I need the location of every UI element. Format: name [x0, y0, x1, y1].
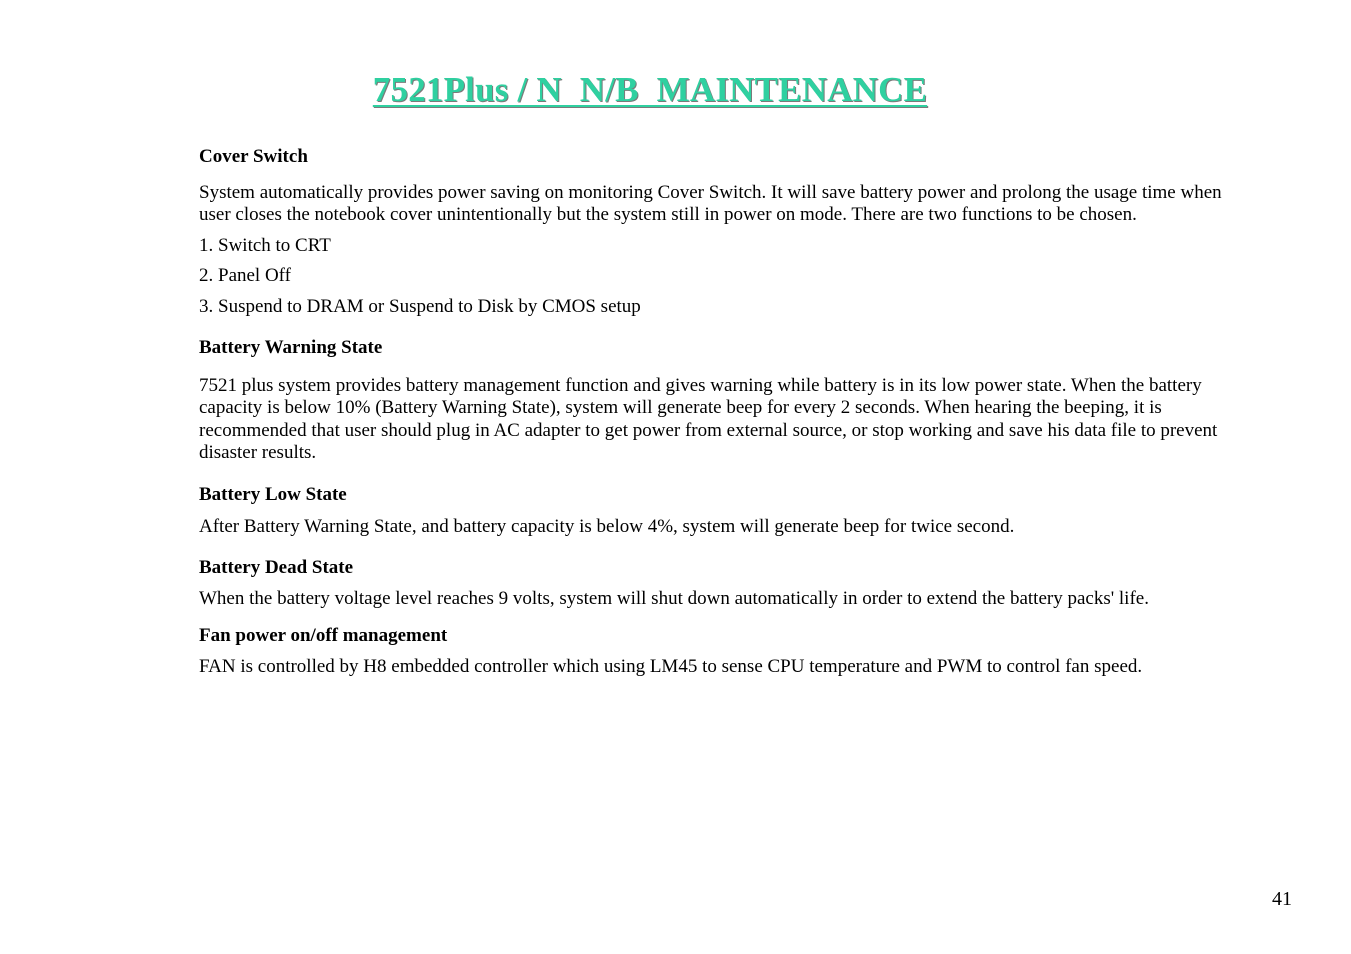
page-title: 7521Plus / N N/B MAINTENANCE	[372, 70, 928, 109]
section-body-battery-dead: When the battery voltage level reaches 9 volts, system will shut down automatically in order to extend the battery packs' life.	[199, 588, 1149, 609]
page-number: 41	[1272, 888, 1292, 910]
section-heading-fan: Fan power on/off management	[199, 624, 448, 646]
section-body-battery-warning: 7521 plus system provides battery management function and gives warning while battery is in its low power state. When the battery capacity is below 10% (Battery Warning State), system will generate beep for every 2 seconds. When hearing the beeping, it is recommended that user should plug in AC adapter to get power from external source, or stop working and save his data file to prevent disaster results.	[199, 374, 1218, 463]
section-heading-battery-dead: Battery Dead State	[199, 556, 354, 578]
section-heading-battery-low: Battery Low State	[199, 483, 347, 505]
section-body-fan: FAN is controlled by H8 embedded controller which using LM45 to sense CPU temperature and PWM to control fan speed.	[199, 656, 1143, 677]
list-item: 3. Suspend to DRAM or Suspend to Disk by CMOS setup	[199, 295, 641, 317]
section-heading-battery-warning: Battery Warning State	[199, 337, 383, 358]
section-body-battery-low: After Battery Warning State, and battery capacity is below 4%, system will generate beep for twice second.	[199, 516, 1015, 537]
list-item: 2. Panel Off	[199, 265, 291, 286]
document-body	[199, 146, 1249, 679]
section-body-cover-switch: System automatically provides power saving on monitoring Cover Switch. It will save battery power and prolong the usage time when user closes the notebook cover unintentionally but the system still in power on mode. There are two functions to be chosen.	[199, 181, 1222, 225]
section-heading-cover-switch: Cover Switch	[199, 146, 308, 167]
list-item: 1. Switch to CRT	[199, 234, 331, 256]
